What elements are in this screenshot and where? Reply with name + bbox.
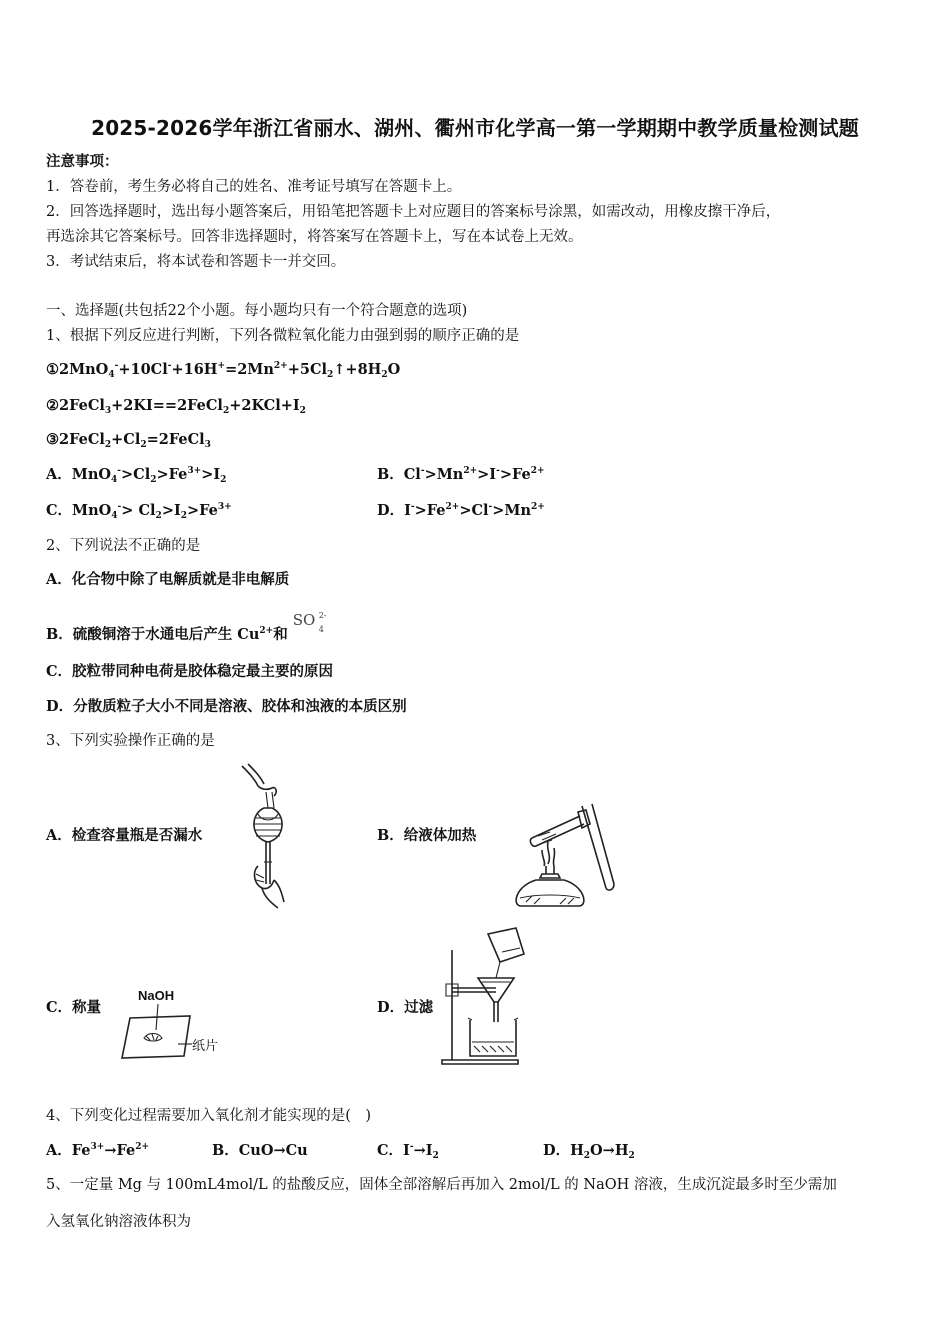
naoh-label: NaOH xyxy=(138,988,175,1003)
section-heading: 一、选择题(共包括22个小题。每小题均只有一个符合题意的选项) xyxy=(46,303,468,319)
q4-option-c[interactable]: C．$I^-\to I_2$ xyxy=(377,1142,439,1161)
q2-stem: 2、下列说法不正确的是 xyxy=(46,538,201,554)
q1-reaction-2: $②2FeCl_3+2KI==2FeCl_2+2KCl+I_2$ xyxy=(46,397,306,416)
q4-stem: 4、下列变化过程需要加入氧化剂才能实现的是( ) xyxy=(46,1108,372,1124)
q2-option-c[interactable]: C．胶粒带同种电荷是胶体稳定最主要的原因 xyxy=(46,663,334,680)
sulfate-formula: SO 2- 4 xyxy=(292,611,327,634)
q3-option-a[interactable]: A．检查容量瓶是否漏水 xyxy=(46,827,203,844)
note-item-3: 3．考试结束后，将本试卷和答题卡一并交回。 xyxy=(46,254,346,270)
q1-option-a[interactable]: A．$MnO_4^->Cl_2>Fe^{3+}>I_2$ xyxy=(46,466,227,485)
q1-reaction-1: $①2MnO_4^-+10Cl^-+16H^+=2Mn^{2+}+5Cl_2↑+8H_2O$ xyxy=(46,361,401,380)
q1-option-c[interactable]: C．$MnO_4^-> Cl_2>I_2>Fe^{3+}$ xyxy=(46,502,232,521)
q1-option-d[interactable]: D．$I^->Fe^{2+}>Cl^->Mn^{2+}$ xyxy=(377,502,545,519)
note-item-2-cont: 再选涂其它答案标号。回答非选择题时，将答案写在答题卡上，写在本试卷上无效。 xyxy=(46,229,583,245)
q3-option-d[interactable]: D．过滤 xyxy=(377,999,434,1016)
q2-option-a[interactable]: A．化合物中除了电解质就是非电解质 xyxy=(46,571,290,588)
q5-stem-line-2: 入氢氧化钠溶液体积为 xyxy=(46,1214,191,1230)
q4-option-a[interactable]: A．$Fe^{3+}\to Fe^{2+}$ xyxy=(46,1142,150,1159)
q4-option-b[interactable]: B．CuO→Cu xyxy=(212,1142,308,1159)
note-item-2: 2．回答选择题时，选出每小题答案后，用铅笔把答题卡上对应题目的答案标号涂黑，如需改动，用橡皮擦干净后， xyxy=(46,204,781,220)
notes-heading: 注意事项： xyxy=(46,153,119,170)
heating-liquid-figure xyxy=(506,800,616,908)
q1-reaction-3: $③2FeCl_2+Cl_2=2FeCl_3$ xyxy=(46,431,211,450)
exam-title: 2025-2026学年浙江省丽水、湖州、衢州市化学高一第一学期期中教学质量检测试题 xyxy=(91,116,859,140)
q3-stem: 3、下列实验操作正确的是 xyxy=(46,733,215,749)
q2-option-d[interactable]: D．分散质粒子大小不同是溶液、胶体和浊液的本质区别 xyxy=(46,698,407,715)
q1-option-b[interactable]: B．$Cl^->Mn^{2+}>I^->Fe^{2+}$ xyxy=(377,466,545,483)
q3-option-c[interactable]: C．称量 xyxy=(46,999,102,1016)
q2-option-b[interactable]: B．硫酸铜溶于水通电后产生 $Cu^{2+}$和 SO 2- 4 xyxy=(46,617,331,644)
filtration-figure xyxy=(438,926,530,1068)
q3-option-b[interactable]: B．给液体加热 xyxy=(377,827,477,844)
volumetric-flask-figure xyxy=(228,762,298,912)
paper-label: 纸片 xyxy=(192,1039,219,1054)
note-item-1: 1．答卷前，考生务必将自己的姓名、准考证号填写在答题卡上。 xyxy=(46,179,462,195)
q1-stem: 1、根据下列反应进行判断，下列各微粒氧化能力由强到弱的顺序正确的是 xyxy=(46,328,520,344)
q4-option-d[interactable]: D．$H_2O\to H_2$ xyxy=(543,1142,635,1161)
weighing-naoh-figure xyxy=(118,984,228,1064)
q5-stem-line-1: 5、一定量 Mg 与 100mL4mol/L 的盐酸反应，固体全部溶解后再加入 2mol/L 的 NaOH 溶液，生成沉淀最多时至少需加 xyxy=(46,1177,837,1193)
